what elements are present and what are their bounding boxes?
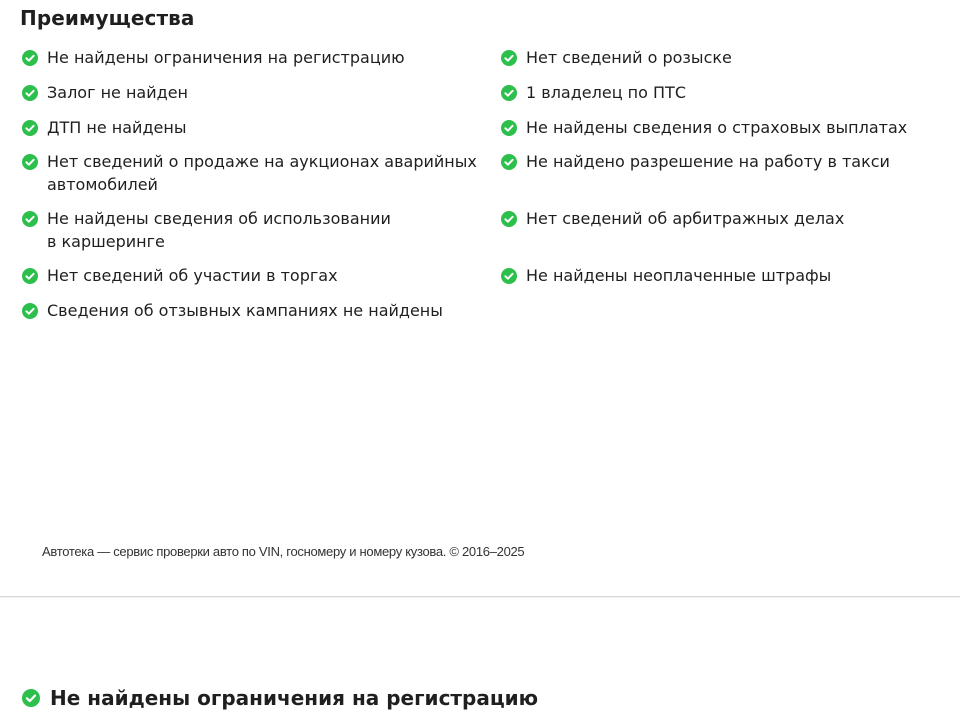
advantage-label: Нет сведений о розыске (526, 48, 732, 67)
advantage-item (22, 264, 492, 287)
advantage-label: Нет сведений об участии в торгах (47, 266, 338, 285)
advantage-label: Не найдены сведения о страховых выплатах (526, 118, 908, 137)
advantage-item (22, 299, 492, 322)
check-circle-icon (22, 303, 38, 319)
advantages-list (0, 0, 960, 340)
check-circle-icon (22, 120, 38, 136)
check-circle-icon (22, 85, 38, 101)
check-circle-icon (501, 85, 517, 101)
advantage-label: Не найдено разрешение на работу в такси (526, 152, 890, 171)
advantage-item (22, 207, 492, 253)
advantage-label: Не найдены сведения об использовании в каршеринге (47, 209, 391, 251)
check-circle-icon (501, 154, 517, 170)
check-circle-icon (22, 50, 38, 66)
check-circle-icon (22, 268, 38, 284)
check-circle-icon (501, 211, 517, 227)
advantage-item (501, 116, 941, 139)
advantage-label: 1 владелец по ПТС (526, 83, 686, 102)
advantage-item (22, 116, 492, 139)
advantage-label: ДТП не найдены (47, 118, 187, 137)
advantage-item (501, 150, 941, 173)
advantage-item (501, 207, 941, 230)
advantage-label: Не найдены неоплаченные штрафы (526, 266, 832, 285)
advantage-item (22, 81, 492, 104)
advantage-item (501, 264, 941, 287)
advantage-item (22, 150, 492, 196)
advantage-label: Сведения об отзывных кампаниях не найдены (47, 301, 443, 320)
advantage-item (22, 46, 492, 69)
advantage-item (501, 46, 941, 69)
check-circle-icon (22, 689, 40, 707)
advantage-label: Нет сведений о продаже на аукционах аварийных автомобилей (47, 152, 477, 194)
check-circle-icon (22, 154, 38, 170)
detail-heading-label: Не найдены ограничения на регистрацию (50, 686, 539, 710)
advantage-item (501, 81, 941, 104)
check-circle-icon (501, 50, 517, 66)
section-divider (0, 596, 960, 597)
detail-heading[interactable] (22, 686, 538, 710)
check-circle-icon (501, 268, 517, 284)
advantage-label: Залог не найден (47, 83, 188, 102)
check-circle-icon (22, 211, 38, 227)
footer-copyright: Автотека — сервис проверки авто по VIN, госномеру и номеру кузова. © 2016–2025 (42, 544, 525, 559)
advantages-title: Преимущества (20, 6, 195, 30)
advantage-label: Не найдены ограничения на регистрацию (47, 48, 405, 67)
check-circle-icon (501, 120, 517, 136)
advantage-label: Нет сведений об арбитражных делах (526, 209, 845, 228)
